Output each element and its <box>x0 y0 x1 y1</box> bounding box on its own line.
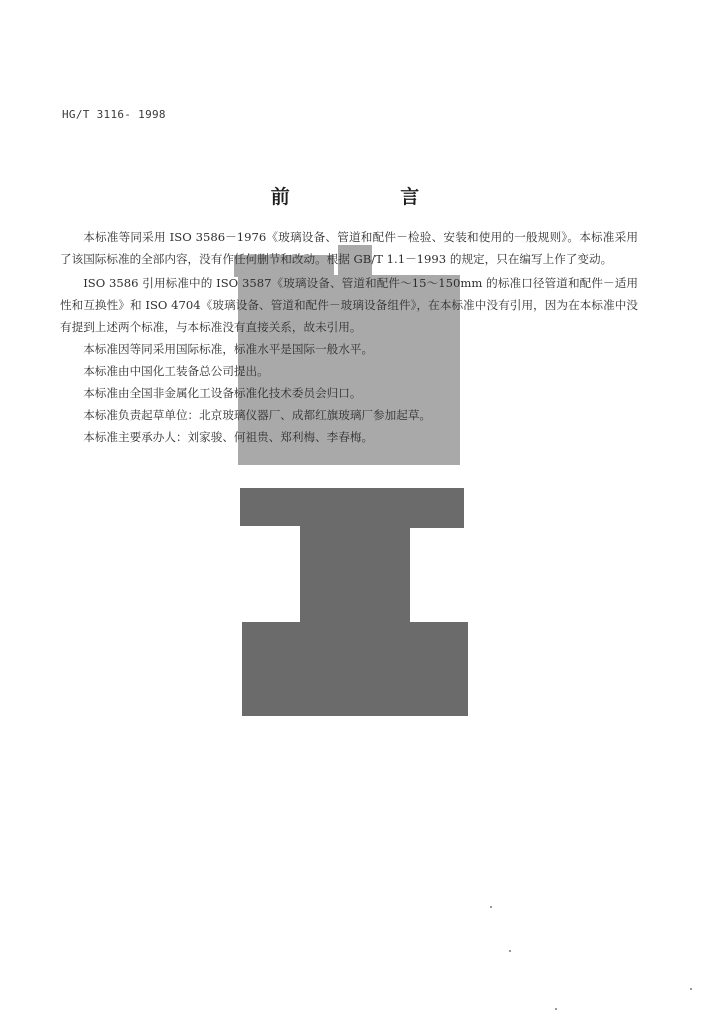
scan-speck <box>509 950 511 952</box>
paragraph: 本标准因等同采用国际标准，标准水平是国际一般水平。 <box>83 342 374 356</box>
standard-number: HG/T 3116- 1998 <box>62 108 166 121</box>
stamp-block-bottom <box>242 622 468 716</box>
scan-speck <box>555 1008 557 1010</box>
stamp-block-top <box>240 488 464 528</box>
paragraph: 本标准等同采用 ISO 3586－1976《玻璃设备、管道和配件－检验、安装和使用的一般规则》。本标准采用了该国际标准的全部内容，没有作任何删节和改动。根据 GB/T 1.1－1993 的规定，只在编写上作了变动。 <box>60 230 638 266</box>
paragraph: 本标准由全国非金属化工设备标准化技术委员会归口。 <box>83 386 362 400</box>
scan-speck <box>690 988 692 990</box>
scan-speck <box>490 906 492 908</box>
preface-body <box>60 226 638 448</box>
stamp-block-middle <box>300 526 410 626</box>
stamp-white-cutout-left <box>240 526 300 622</box>
paragraph: 本标准由中国化工装备总公司提出。 <box>83 364 269 378</box>
page-title: 前 言 <box>270 186 472 208</box>
paragraph: 本标准负责起草单位：北京玻璃仪器厂、成都红旗玻璃厂参加起草。 <box>83 408 432 422</box>
paragraph: 本标准主要承办人：刘家骏、何祖贵、郑利梅、李春梅。 <box>83 430 374 444</box>
paragraph: ISO 3586 引用标准中的 ISO 3587《玻璃设备、管道和配件～15～150mm 的标准口径管道和配件－适用性和互换性》和 ISO 4704《玻璃设备、管道和配件－玻璃设备组件》，在本标准中没有引用，因为在本标准中没有提到上述两个标准，与本标准没有直接关系，故未引用。 <box>60 276 638 334</box>
